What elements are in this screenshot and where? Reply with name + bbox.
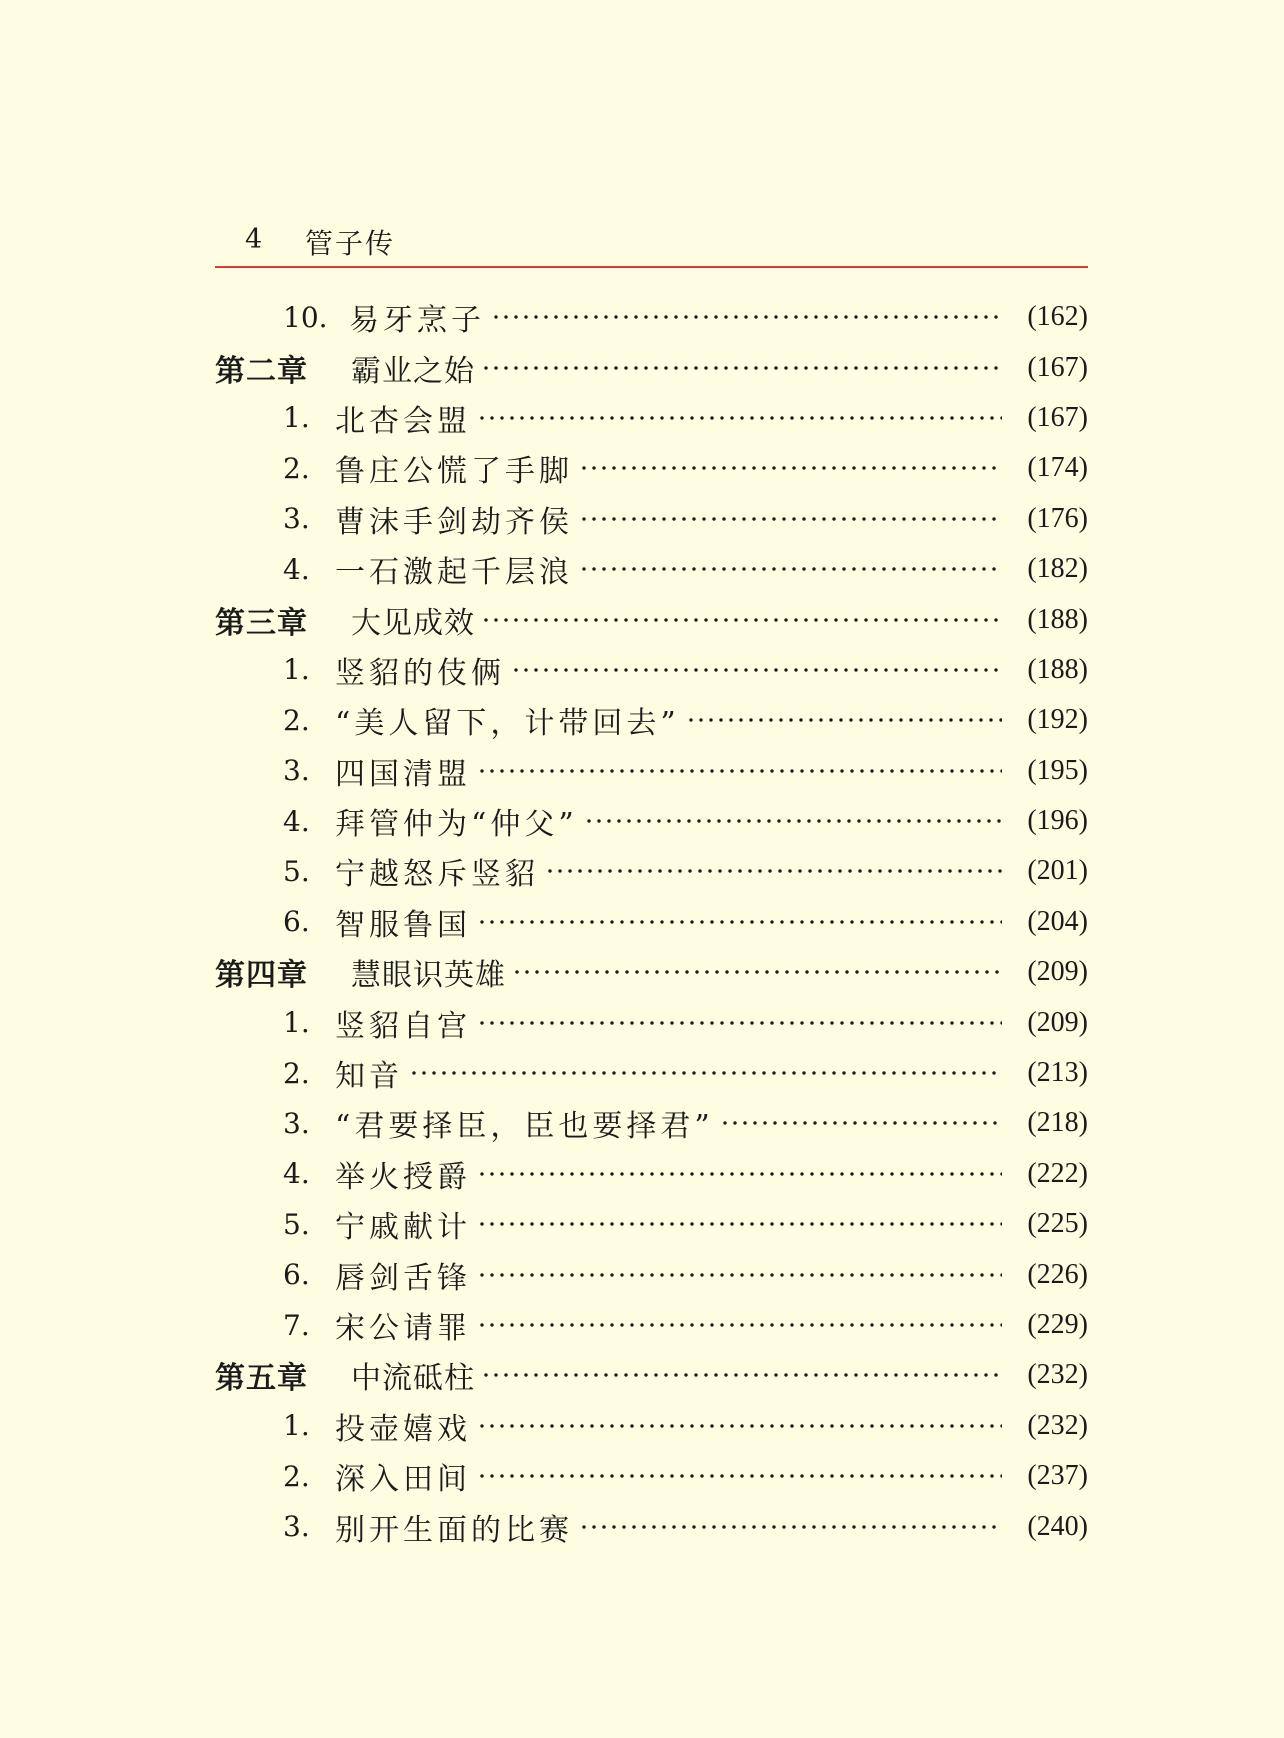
section-number: 4. [283,552,310,586]
dot-leader [477,766,1002,776]
section-number: 1. [283,1006,310,1040]
section-title: 竖貂的伎俩 [335,655,505,691]
dot-leader [579,564,1002,574]
toc-section-row [215,695,1088,745]
dot-leader [477,1169,1002,1179]
section-title: 深入田间 [335,1462,471,1498]
toc-section-row [215,1048,1088,1098]
dot-leader [477,1018,1002,1028]
dot-leader [477,1421,1002,1431]
toc-chapter-row [215,1350,1088,1400]
toc-section-row [215,846,1088,896]
page-reference: (204) [1027,905,1088,937]
dot-leader [579,1522,1002,1532]
page-reference: (195) [1027,754,1088,786]
toc-section-row [215,1501,1088,1551]
toc-section-row [215,1249,1088,1299]
dot-leader [477,1471,1002,1481]
dot-leader [491,312,1002,322]
table-of-contents [215,292,1088,1552]
section-title: 举火授爵 [335,1159,471,1195]
section-title: 别开生面的比赛 [335,1512,573,1548]
toc-section-row [215,1451,1088,1501]
page-reference: (229) [1027,1309,1088,1340]
chapter-label: 第二章 [215,353,308,389]
dot-leader [545,866,1002,876]
dot-leader [720,1118,1002,1128]
section-number: 1. [283,1409,310,1443]
dot-leader [512,967,1002,977]
toc-section-row [215,393,1088,443]
toc-chapter-row [215,594,1088,644]
toc-section-row [215,1300,1088,1350]
dot-leader [477,1219,1002,1229]
section-title: 宁戚献计 [335,1210,471,1246]
page-reference: (162) [1027,301,1088,333]
section-title: 曹沫手剑劫齐侯 [335,504,573,540]
dot-leader [477,1320,1002,1330]
section-title: 竖貂自宫 [335,1008,471,1044]
dot-leader [481,615,1002,625]
dot-leader [579,514,1002,524]
section-number: 5. [283,1207,310,1241]
page-reference: (174) [1027,452,1088,484]
toc-section-row [215,292,1088,342]
section-title: 北杏会盟 [335,403,471,439]
section-title: “君要择臣，臣也要择君” [335,1109,714,1145]
page-reference: (225) [1027,1208,1088,1240]
dot-leader [409,1068,1002,1078]
page-reference: (188) [1027,653,1088,685]
page-reference: (237) [1027,1460,1088,1492]
running-header [215,218,1088,266]
dot-leader [511,665,1002,675]
toc-chapter-row [215,947,1088,997]
page-reference: (222) [1027,1157,1088,1189]
section-number: 3. [283,754,310,788]
section-number: 2. [283,703,310,737]
section-number: 4. [283,1157,310,1191]
chapter-title: 大见成效 [351,605,475,641]
section-title: 鲁庄公慌了手脚 [335,454,573,490]
page-number: 4 [245,224,263,255]
toc-section-row [215,544,1088,594]
page-reference: (213) [1027,1057,1088,1089]
toc-section-row [215,746,1088,796]
section-title: 智服鲁国 [335,907,471,943]
section-number: 2. [283,1056,310,1090]
section-number: 6. [283,1258,310,1292]
toc-section-row [215,443,1088,493]
section-title: 唇剑舌锋 [335,1260,471,1296]
section-number: 6. [283,905,310,939]
toc-section-row [215,997,1088,1047]
page-reference: (167) [1027,401,1088,433]
page-reference: (196) [1027,805,1088,837]
page-reference: (232) [1027,1359,1088,1391]
toc-section-row [215,796,1088,846]
section-number: 7. [283,1308,310,1342]
dot-leader [481,363,1002,373]
section-title: 投壶嬉戏 [335,1411,471,1447]
header-rule [215,266,1088,268]
chapter-title: 霸业之始 [351,353,475,389]
section-title: 易牙烹子 [349,303,485,339]
toc-section-row [215,1098,1088,1148]
section-title: 宋公请罪 [335,1311,471,1346]
toc-chapter-row [215,342,1088,392]
page-reference: (232) [1027,1409,1088,1441]
section-title: 知音 [335,1059,403,1095]
dot-leader [477,1270,1002,1280]
section-title: 一石激起千层浪 [335,555,573,591]
chapter-title: 慧眼识英雄 [351,958,506,994]
toc-section-row [215,494,1088,544]
section-number: 10. [283,300,328,334]
chapter-label: 第五章 [215,1361,308,1397]
section-number: 3. [283,502,310,536]
toc-section-row [215,1199,1088,1249]
section-number: 2. [283,451,310,485]
toc-section-row [215,1149,1088,1199]
page-reference: (192) [1027,704,1088,736]
chapter-label: 第四章 [215,958,308,994]
section-number: 3. [283,1106,310,1140]
section-title: 宁越怒斥竖貂 [335,857,539,893]
page-reference: (209) [1027,1006,1088,1038]
section-title: “美人留下，计带回去” [335,706,680,742]
page-reference: (209) [1027,956,1088,988]
dot-leader [477,413,1002,423]
section-number: 2. [283,1459,310,1493]
dot-leader [481,1370,1002,1380]
page-reference: (167) [1027,351,1088,383]
dot-leader [584,816,1002,826]
section-number: 1. [283,653,310,687]
section-number: 4. [283,804,310,838]
toc-section-row [215,897,1088,947]
section-title: 拜管仲为“仲父” [335,807,578,843]
page-reference: (176) [1027,502,1088,534]
section-number: 1. [283,401,310,435]
dot-leader [477,917,1002,927]
page-reference: (240) [1027,1510,1088,1542]
book-title: 管子传 [305,227,396,260]
toc-section-row [215,1401,1088,1451]
page-reference: (201) [1027,855,1088,887]
section-number: 5. [283,854,310,888]
section-title: 四国清盟 [335,756,471,792]
page-reference: (218) [1027,1107,1088,1139]
page-reference: (188) [1027,603,1088,635]
dot-leader [686,715,1002,725]
page-reference: (182) [1027,553,1088,585]
chapter-title: 中流砥柱 [351,1361,475,1397]
chapter-label: 第三章 [215,605,308,641]
toc-section-row [215,645,1088,695]
section-number: 3. [283,1510,310,1544]
dot-leader [579,463,1002,473]
page-reference: (226) [1027,1258,1088,1290]
